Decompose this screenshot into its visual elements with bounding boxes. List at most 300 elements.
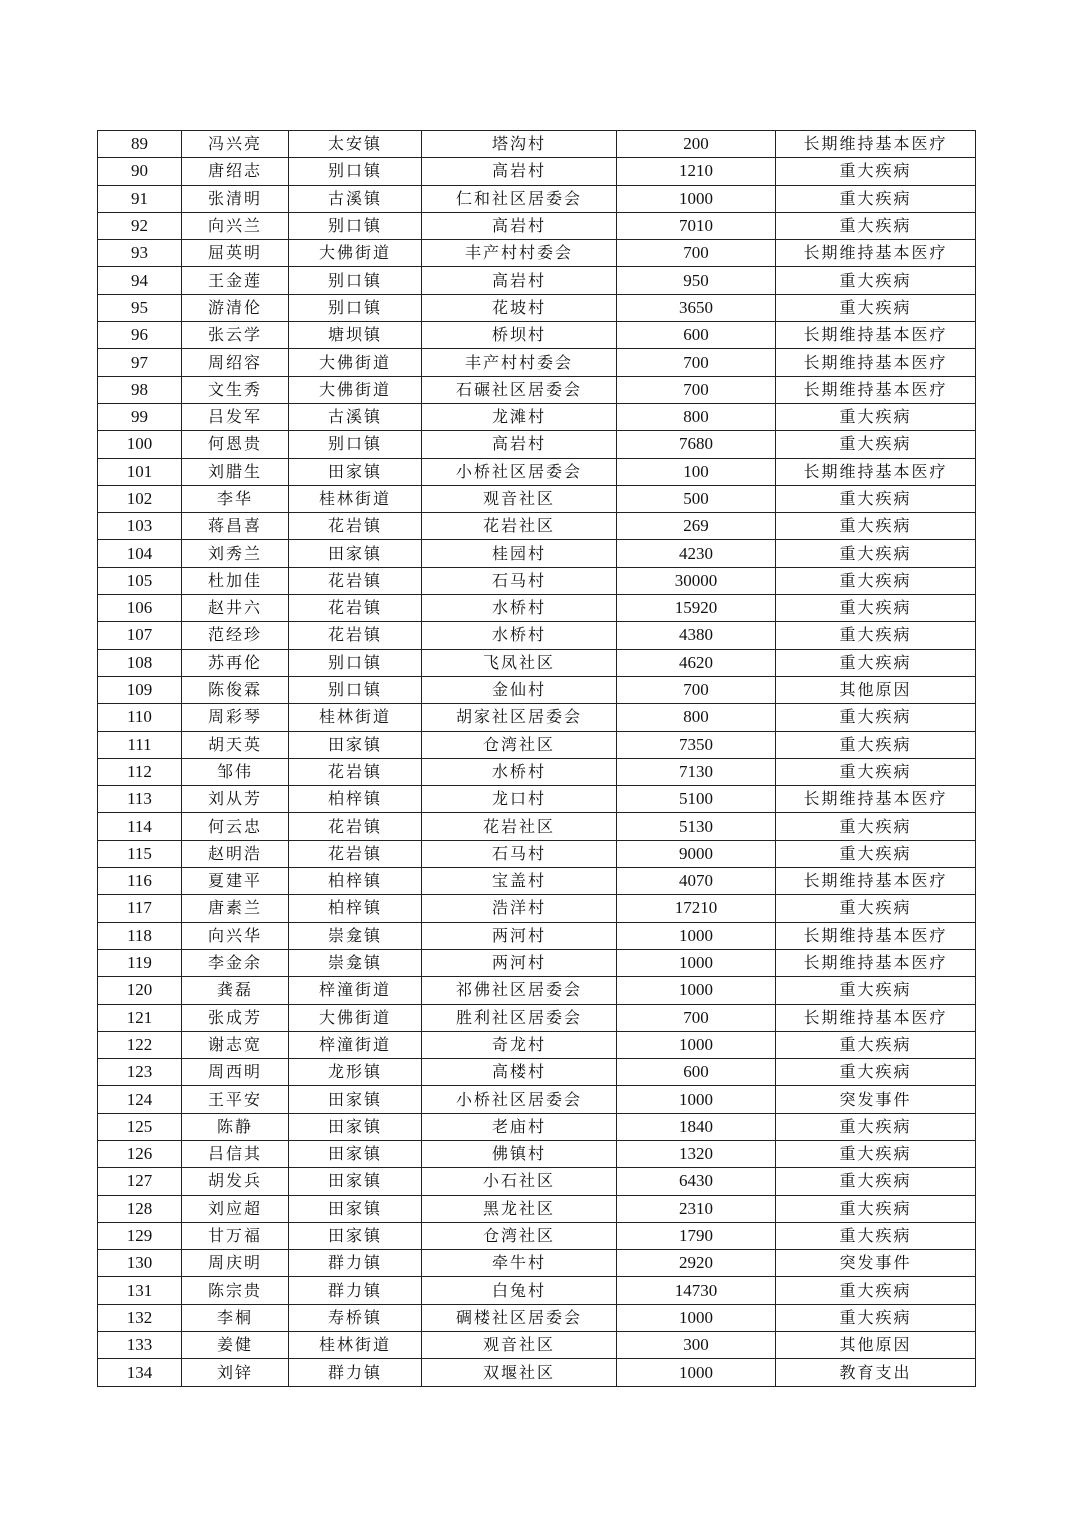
amount-cell: 1840: [617, 1113, 776, 1140]
person-name-cell: 范经珍: [182, 622, 289, 649]
amount-cell: 6430: [617, 1168, 776, 1195]
village-community-cell: 飞凤社区: [422, 649, 617, 676]
row-number-cell: 131: [98, 1277, 182, 1304]
row-number-cell: 94: [98, 267, 182, 294]
person-name-cell: 唐素兰: [182, 895, 289, 922]
village-community-cell: 塔沟村: [422, 131, 617, 158]
town-cell: 田家镇: [289, 1195, 422, 1222]
table-row: [98, 676, 976, 703]
person-name-cell: 龚磊: [182, 977, 289, 1004]
reason-cell: 重大疾病: [776, 431, 976, 458]
table-row: [98, 513, 976, 540]
person-name-cell: 赵明浩: [182, 840, 289, 867]
town-cell: 太安镇: [289, 131, 422, 158]
town-cell: 群力镇: [289, 1359, 422, 1386]
row-number-cell: 121: [98, 1004, 182, 1031]
village-community-cell: 仁和社区居委会: [422, 185, 617, 212]
row-number-cell: 132: [98, 1304, 182, 1331]
table-row: [98, 431, 976, 458]
reason-cell: 长期维持基本医疗: [776, 376, 976, 403]
table-row: [98, 731, 976, 758]
town-cell: 田家镇: [289, 1222, 422, 1249]
person-name-cell: 刘秀兰: [182, 540, 289, 567]
table-row: [98, 403, 976, 430]
table-row: [98, 649, 976, 676]
table-row: [98, 1250, 976, 1277]
village-community-cell: 水桥村: [422, 595, 617, 622]
reason-cell: 重大疾病: [776, 513, 976, 540]
reason-cell: 突发事件: [776, 1086, 976, 1113]
village-community-cell: 龙滩村: [422, 403, 617, 430]
person-name-cell: 屈英明: [182, 240, 289, 267]
village-community-cell: 石马村: [422, 567, 617, 594]
amount-cell: 1000: [617, 1086, 776, 1113]
table-row: [98, 131, 976, 158]
table-row: [98, 1222, 976, 1249]
relief-records-table: [97, 130, 976, 1387]
row-number-cell: 129: [98, 1222, 182, 1249]
row-number-cell: 114: [98, 813, 182, 840]
reason-cell: 重大疾病: [776, 403, 976, 430]
amount-cell: 15920: [617, 595, 776, 622]
row-number-cell: 103: [98, 513, 182, 540]
reason-cell: 长期维持基本医疗: [776, 240, 976, 267]
town-cell: 花岩镇: [289, 513, 422, 540]
reason-cell: 长期维持基本医疗: [776, 322, 976, 349]
village-community-cell: 小石社区: [422, 1168, 617, 1195]
village-community-cell: 高岩村: [422, 431, 617, 458]
town-cell: 别口镇: [289, 294, 422, 321]
table-row: [98, 267, 976, 294]
reason-cell: 重大疾病: [776, 540, 976, 567]
amount-cell: 600: [617, 1059, 776, 1086]
amount-cell: 4230: [617, 540, 776, 567]
town-cell: 大佛街道: [289, 376, 422, 403]
person-name-cell: 胡天英: [182, 731, 289, 758]
person-name-cell: 夏建平: [182, 868, 289, 895]
village-community-cell: 两河村: [422, 949, 617, 976]
reason-cell: 重大疾病: [776, 813, 976, 840]
person-name-cell: 姜健: [182, 1332, 289, 1359]
person-name-cell: 陈静: [182, 1113, 289, 1140]
village-community-cell: 高岩村: [422, 158, 617, 185]
table-row: [98, 1195, 976, 1222]
town-cell: 桂林街道: [289, 485, 422, 512]
table-row: [98, 1113, 976, 1140]
table-row: [98, 895, 976, 922]
amount-cell: 7010: [617, 212, 776, 239]
person-name-cell: 冯兴亮: [182, 131, 289, 158]
reason-cell: 重大疾病: [776, 1059, 976, 1086]
reason-cell: 重大疾病: [776, 294, 976, 321]
person-name-cell: 张成芳: [182, 1004, 289, 1031]
amount-cell: 5130: [617, 813, 776, 840]
table-body: [98, 131, 976, 1387]
town-cell: 田家镇: [289, 540, 422, 567]
reason-cell: 重大疾病: [776, 704, 976, 731]
row-number-cell: 112: [98, 758, 182, 785]
person-name-cell: 陈宗贵: [182, 1277, 289, 1304]
amount-cell: 700: [617, 349, 776, 376]
town-cell: 古溪镇: [289, 185, 422, 212]
village-community-cell: 水桥村: [422, 622, 617, 649]
row-number-cell: 92: [98, 212, 182, 239]
village-community-cell: 黑龙社区: [422, 1195, 617, 1222]
person-name-cell: 何恩贵: [182, 431, 289, 458]
reason-cell: 其他原因: [776, 1332, 976, 1359]
table-row: [98, 1031, 976, 1058]
row-number-cell: 108: [98, 649, 182, 676]
village-community-cell: 碉楼社区居委会: [422, 1304, 617, 1331]
town-cell: 大佛街道: [289, 1004, 422, 1031]
reason-cell: 重大疾病: [776, 1140, 976, 1167]
amount-cell: 1000: [617, 1031, 776, 1058]
town-cell: 田家镇: [289, 1086, 422, 1113]
person-name-cell: 李桐: [182, 1304, 289, 1331]
village-community-cell: 石马村: [422, 840, 617, 867]
village-community-cell: 浩洋村: [422, 895, 617, 922]
amount-cell: 7130: [617, 758, 776, 785]
amount-cell: 7350: [617, 731, 776, 758]
town-cell: 田家镇: [289, 1113, 422, 1140]
person-name-cell: 吕信其: [182, 1140, 289, 1167]
table-row: [98, 322, 976, 349]
person-name-cell: 文生秀: [182, 376, 289, 403]
row-number-cell: 93: [98, 240, 182, 267]
table-row: [98, 1004, 976, 1031]
town-cell: 柏梓镇: [289, 786, 422, 813]
table-row: [98, 977, 976, 1004]
town-cell: 梓潼街道: [289, 1031, 422, 1058]
amount-cell: 700: [617, 240, 776, 267]
table-row: [98, 758, 976, 785]
person-name-cell: 周彩琴: [182, 704, 289, 731]
town-cell: 花岩镇: [289, 813, 422, 840]
village-community-cell: 双堰社区: [422, 1359, 617, 1386]
reason-cell: 重大疾病: [776, 758, 976, 785]
amount-cell: 700: [617, 676, 776, 703]
table-row: [98, 704, 976, 731]
row-number-cell: 118: [98, 922, 182, 949]
village-community-cell: 石碾社区居委会: [422, 376, 617, 403]
row-number-cell: 119: [98, 949, 182, 976]
person-name-cell: 胡发兵: [182, 1168, 289, 1195]
town-cell: 别口镇: [289, 431, 422, 458]
row-number-cell: 98: [98, 376, 182, 403]
town-cell: 田家镇: [289, 458, 422, 485]
town-cell: 别口镇: [289, 676, 422, 703]
amount-cell: 1000: [617, 949, 776, 976]
person-name-cell: 唐绍志: [182, 158, 289, 185]
row-number-cell: 110: [98, 704, 182, 731]
row-number-cell: 122: [98, 1031, 182, 1058]
table-row: [98, 240, 976, 267]
town-cell: 崇龛镇: [289, 922, 422, 949]
village-community-cell: 丰产村村委会: [422, 240, 617, 267]
town-cell: 花岩镇: [289, 595, 422, 622]
town-cell: 桂林街道: [289, 704, 422, 731]
reason-cell: 重大疾病: [776, 185, 976, 212]
amount-cell: 1000: [617, 922, 776, 949]
village-community-cell: 小桥社区居委会: [422, 1086, 617, 1113]
village-community-cell: 仓湾社区: [422, 731, 617, 758]
table-row: [98, 1086, 976, 1113]
table-row: [98, 1059, 976, 1086]
reason-cell: 重大疾病: [776, 1113, 976, 1140]
table-row: [98, 1277, 976, 1304]
row-number-cell: 134: [98, 1359, 182, 1386]
table-row: [98, 595, 976, 622]
table-row: [98, 294, 976, 321]
table-row: [98, 458, 976, 485]
reason-cell: 长期维持基本医疗: [776, 949, 976, 976]
person-name-cell: 杜加佳: [182, 567, 289, 594]
table-row: [98, 813, 976, 840]
village-community-cell: 花岩社区: [422, 813, 617, 840]
village-community-cell: 祁佛社区居委会: [422, 977, 617, 1004]
reason-cell: 重大疾病: [776, 977, 976, 1004]
town-cell: 柏梓镇: [289, 895, 422, 922]
table-row: [98, 922, 976, 949]
row-number-cell: 127: [98, 1168, 182, 1195]
row-number-cell: 111: [98, 731, 182, 758]
reason-cell: 重大疾病: [776, 1304, 976, 1331]
table-row: [98, 1332, 976, 1359]
amount-cell: 30000: [617, 567, 776, 594]
person-name-cell: 刘应超: [182, 1195, 289, 1222]
village-community-cell: 仓湾社区: [422, 1222, 617, 1249]
person-name-cell: 周庆明: [182, 1250, 289, 1277]
person-name-cell: 王金莲: [182, 267, 289, 294]
reason-cell: 长期维持基本医疗: [776, 868, 976, 895]
table-row: [98, 868, 976, 895]
reason-cell: 长期维持基本医疗: [776, 349, 976, 376]
person-name-cell: 蒋昌喜: [182, 513, 289, 540]
amount-cell: 1000: [617, 1304, 776, 1331]
town-cell: 群力镇: [289, 1250, 422, 1277]
amount-cell: 200: [617, 131, 776, 158]
table-row: [98, 485, 976, 512]
table-row: [98, 567, 976, 594]
village-community-cell: 金仙村: [422, 676, 617, 703]
town-cell: 大佛街道: [289, 240, 422, 267]
village-community-cell: 高岩村: [422, 267, 617, 294]
table-row: [98, 840, 976, 867]
reason-cell: 突发事件: [776, 1250, 976, 1277]
person-name-cell: 周西明: [182, 1059, 289, 1086]
reason-cell: 重大疾病: [776, 840, 976, 867]
village-community-cell: 水桥村: [422, 758, 617, 785]
reason-cell: 重大疾病: [776, 649, 976, 676]
village-community-cell: 胡家社区居委会: [422, 704, 617, 731]
town-cell: 田家镇: [289, 731, 422, 758]
amount-cell: 800: [617, 704, 776, 731]
town-cell: 花岩镇: [289, 758, 422, 785]
reason-cell: 重大疾病: [776, 595, 976, 622]
amount-cell: 2920: [617, 1250, 776, 1277]
table-row: [98, 212, 976, 239]
town-cell: 群力镇: [289, 1277, 422, 1304]
amount-cell: 1790: [617, 1222, 776, 1249]
table-row: [98, 1140, 976, 1167]
person-name-cell: 甘万福: [182, 1222, 289, 1249]
amount-cell: 800: [617, 403, 776, 430]
town-cell: 崇龛镇: [289, 949, 422, 976]
village-community-cell: 花岩社区: [422, 513, 617, 540]
town-cell: 别口镇: [289, 212, 422, 239]
village-community-cell: 桥坝村: [422, 322, 617, 349]
reason-cell: 重大疾病: [776, 731, 976, 758]
amount-cell: 9000: [617, 840, 776, 867]
town-cell: 花岩镇: [289, 622, 422, 649]
row-number-cell: 99: [98, 403, 182, 430]
town-cell: 别口镇: [289, 267, 422, 294]
amount-cell: 1210: [617, 158, 776, 185]
village-community-cell: 佛镇村: [422, 1140, 617, 1167]
person-name-cell: 李华: [182, 485, 289, 512]
row-number-cell: 101: [98, 458, 182, 485]
row-number-cell: 133: [98, 1332, 182, 1359]
amount-cell: 700: [617, 376, 776, 403]
table-row: [98, 786, 976, 813]
reason-cell: 重大疾病: [776, 485, 976, 512]
person-name-cell: 陈俊霖: [182, 676, 289, 703]
town-cell: 梓潼街道: [289, 977, 422, 1004]
reason-cell: 长期维持基本医疗: [776, 1004, 976, 1031]
town-cell: 寿桥镇: [289, 1304, 422, 1331]
person-name-cell: 吕发军: [182, 403, 289, 430]
row-number-cell: 116: [98, 868, 182, 895]
reason-cell: 长期维持基本医疗: [776, 458, 976, 485]
table-row: [98, 949, 976, 976]
village-community-cell: 小桥社区居委会: [422, 458, 617, 485]
reason-cell: 长期维持基本医疗: [776, 786, 976, 813]
person-name-cell: 向兴华: [182, 922, 289, 949]
village-community-cell: 宝盖村: [422, 868, 617, 895]
table-row: [98, 349, 976, 376]
amount-cell: 269: [617, 513, 776, 540]
village-community-cell: 桂园村: [422, 540, 617, 567]
village-community-cell: 丰产村村委会: [422, 349, 617, 376]
town-cell: 花岩镇: [289, 567, 422, 594]
reason-cell: 重大疾病: [776, 895, 976, 922]
table-row: [98, 158, 976, 185]
reason-cell: 重大疾病: [776, 212, 976, 239]
town-cell: 花岩镇: [289, 840, 422, 867]
town-cell: 古溪镇: [289, 403, 422, 430]
village-community-cell: 观音社区: [422, 1332, 617, 1359]
table-row: [98, 1304, 976, 1331]
village-community-cell: 龙口村: [422, 786, 617, 813]
village-community-cell: 牵牛村: [422, 1250, 617, 1277]
row-number-cell: 105: [98, 567, 182, 594]
row-number-cell: 130: [98, 1250, 182, 1277]
table-row: [98, 1359, 976, 1386]
village-community-cell: 老庙村: [422, 1113, 617, 1140]
town-cell: 别口镇: [289, 649, 422, 676]
person-name-cell: 张清明: [182, 185, 289, 212]
row-number-cell: 126: [98, 1140, 182, 1167]
row-number-cell: 102: [98, 485, 182, 512]
town-cell: 桂林街道: [289, 1332, 422, 1359]
amount-cell: 3650: [617, 294, 776, 321]
row-number-cell: 123: [98, 1059, 182, 1086]
person-name-cell: 向兴兰: [182, 212, 289, 239]
amount-cell: 14730: [617, 1277, 776, 1304]
amount-cell: 4070: [617, 868, 776, 895]
table-row: [98, 540, 976, 567]
row-number-cell: 117: [98, 895, 182, 922]
amount-cell: 2310: [617, 1195, 776, 1222]
row-number-cell: 91: [98, 185, 182, 212]
person-name-cell: 刘腊生: [182, 458, 289, 485]
table-row: [98, 622, 976, 649]
row-number-cell: 96: [98, 322, 182, 349]
amount-cell: 1000: [617, 977, 776, 1004]
person-name-cell: 邹伟: [182, 758, 289, 785]
person-name-cell: 游清伦: [182, 294, 289, 321]
town-cell: 柏梓镇: [289, 868, 422, 895]
amount-cell: 500: [617, 485, 776, 512]
reason-cell: 重大疾病: [776, 1168, 976, 1195]
amount-cell: 600: [617, 322, 776, 349]
village-community-cell: 白兔村: [422, 1277, 617, 1304]
town-cell: 田家镇: [289, 1140, 422, 1167]
reason-cell: 重大疾病: [776, 622, 976, 649]
reason-cell: 其他原因: [776, 676, 976, 703]
row-number-cell: 125: [98, 1113, 182, 1140]
village-community-cell: 花坡村: [422, 294, 617, 321]
row-number-cell: 109: [98, 676, 182, 703]
person-name-cell: 苏再伦: [182, 649, 289, 676]
reason-cell: 长期维持基本医疗: [776, 131, 976, 158]
person-name-cell: 张云学: [182, 322, 289, 349]
row-number-cell: 115: [98, 840, 182, 867]
amount-cell: 4380: [617, 622, 776, 649]
amount-cell: 700: [617, 1004, 776, 1031]
person-name-cell: 谢志宽: [182, 1031, 289, 1058]
reason-cell: 重大疾病: [776, 567, 976, 594]
row-number-cell: 120: [98, 977, 182, 1004]
row-number-cell: 128: [98, 1195, 182, 1222]
person-name-cell: 刘锌: [182, 1359, 289, 1386]
village-community-cell: 两河村: [422, 922, 617, 949]
reason-cell: 教育支出: [776, 1359, 976, 1386]
row-number-cell: 89: [98, 131, 182, 158]
amount-cell: 100: [617, 458, 776, 485]
reason-cell: 重大疾病: [776, 1195, 976, 1222]
reason-cell: 重大疾病: [776, 1031, 976, 1058]
reason-cell: 重大疾病: [776, 267, 976, 294]
amount-cell: 17210: [617, 895, 776, 922]
town-cell: 大佛街道: [289, 349, 422, 376]
table-row: [98, 1168, 976, 1195]
person-name-cell: 周绍容: [182, 349, 289, 376]
reason-cell: 重大疾病: [776, 1277, 976, 1304]
person-name-cell: 何云忠: [182, 813, 289, 840]
village-community-cell: 胜利社区居委会: [422, 1004, 617, 1031]
person-name-cell: 王平安: [182, 1086, 289, 1113]
row-number-cell: 106: [98, 595, 182, 622]
amount-cell: 1000: [617, 1359, 776, 1386]
row-number-cell: 124: [98, 1086, 182, 1113]
amount-cell: 7680: [617, 431, 776, 458]
row-number-cell: 113: [98, 786, 182, 813]
row-number-cell: 104: [98, 540, 182, 567]
row-number-cell: 95: [98, 294, 182, 321]
amount-cell: 950: [617, 267, 776, 294]
town-cell: 塘坝镇: [289, 322, 422, 349]
